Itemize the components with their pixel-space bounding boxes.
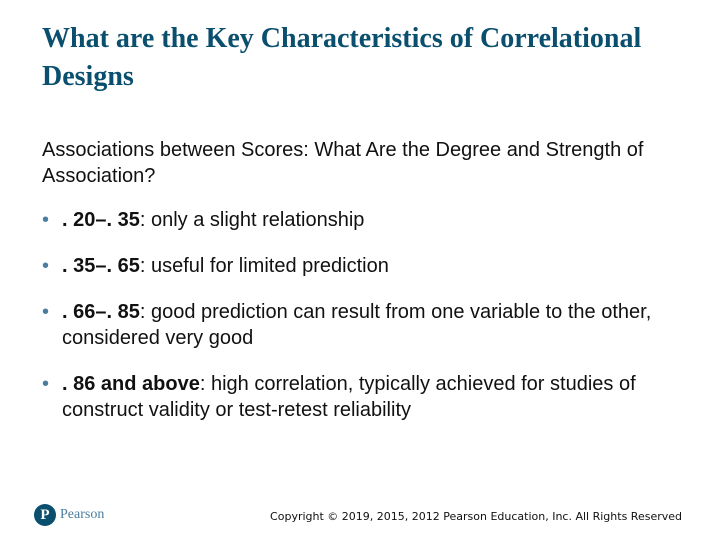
bullet-text: : only a slight relationship xyxy=(139,209,365,231)
bullet-text: : useful for limited prediction xyxy=(139,255,389,277)
pearson-logo xyxy=(34,504,104,526)
bullet-item xyxy=(42,207,692,233)
bullet-range: . 35–. 65 xyxy=(62,255,140,277)
slide-subheading: Associations between Scores: What Are the Degree and Strength of Association? xyxy=(42,139,644,187)
bullet-text: : high correlation, typically achieved for studies of construct validity or test-retest reliability xyxy=(62,373,636,421)
copyright-notice: Copyright © 2019, 2015, 2012 Pearson Education, Inc. All Rights Reserved xyxy=(270,510,682,523)
bullet-text: : good prediction can result from one variable to the other, considered very good xyxy=(62,301,652,349)
pearson-logo-icon: P xyxy=(34,504,56,526)
bullet-range: . 66–. 85 xyxy=(62,301,140,323)
bullet-item xyxy=(42,299,692,351)
bullet-list xyxy=(42,207,692,443)
bullet-dot-icon: • xyxy=(42,255,50,277)
bullet-dot-icon: • xyxy=(42,373,50,395)
slide-title: What are the Key Characteristics of Correlational Designs xyxy=(42,23,642,92)
bullet-range: . 86 and above xyxy=(62,373,200,395)
bullet-dot-icon: • xyxy=(42,301,50,323)
bullet-item xyxy=(42,371,692,423)
bullet-item xyxy=(42,253,692,279)
bullet-dot-icon: • xyxy=(42,209,50,231)
pearson-wordmark: Pearson xyxy=(60,507,105,522)
bullet-range: . 20–. 35 xyxy=(62,209,140,231)
